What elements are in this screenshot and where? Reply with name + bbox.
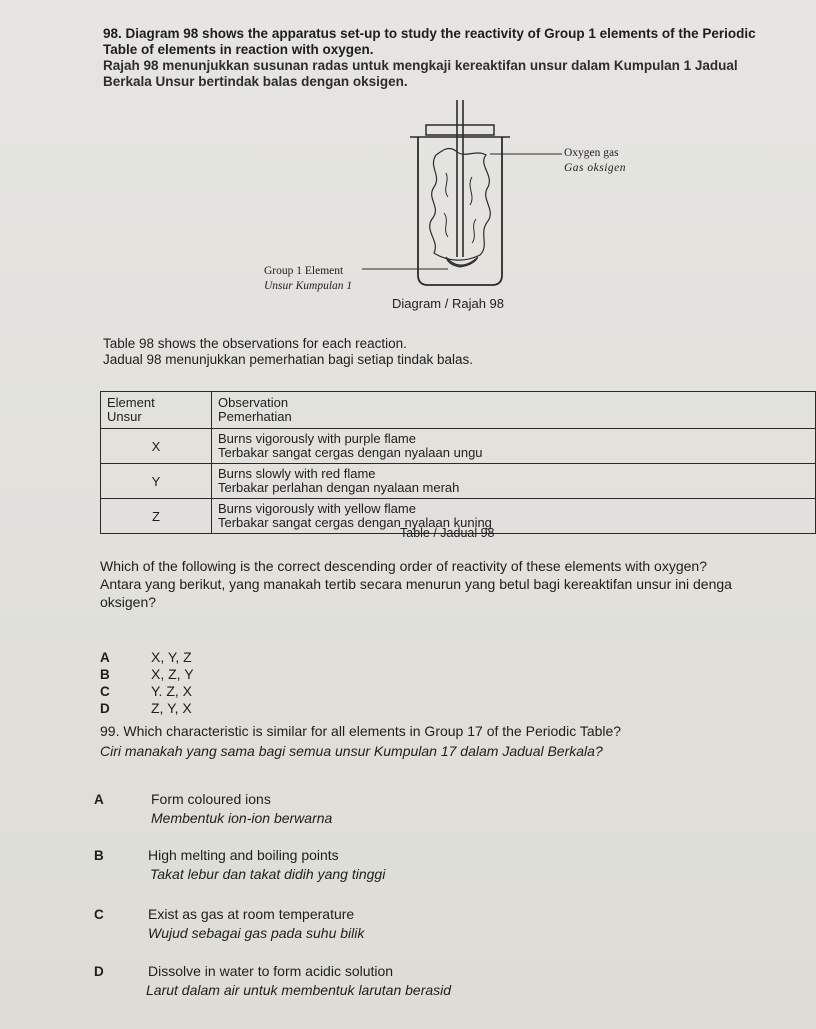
oxygen-label-en: Oxygen gas <box>564 147 619 159</box>
observation-cell <box>212 499 816 534</box>
diagram-caption: Diagram / Rajah 98 <box>392 296 504 311</box>
option-text: X, Z, Y <box>151 666 194 682</box>
header-observation-en: Observation <box>218 394 289 410</box>
observation-en: Burns vigorously with yellow flame <box>218 500 416 516</box>
table-row <box>101 429 816 464</box>
header-element-en: Element <box>107 394 155 410</box>
option-text-en: Form coloured ions <box>151 791 271 807</box>
option-text-en: Exist as gas at room temperature <box>148 906 355 922</box>
observation-cell <box>212 464 816 499</box>
q98-question-ms: Antara yang berikut, yang manakah tertib secara menurun yang betul bagi kereaktifan unsur ini denga <box>100 576 732 592</box>
table-caption: Table / Jadual 98 <box>400 526 495 540</box>
element-label-ms: Unsur Kumpulan 1 <box>264 280 353 292</box>
option-text-ms: Membentuk ion-ion berwarna <box>151 810 333 826</box>
option-text: X, Y, Z <box>151 649 192 665</box>
flame-smoke <box>430 148 491 260</box>
q98-question-ms-line2: oksigen? <box>100 594 157 610</box>
option-text-en: High melting and boiling points <box>148 847 339 863</box>
option-letter: C <box>100 684 110 699</box>
option-letter: A <box>100 650 110 665</box>
option-letter: B <box>100 667 110 682</box>
option-text-en: Dissolve in water to form acidic solution <box>148 963 394 979</box>
observation-en: Burns slowly with red flame <box>218 465 376 481</box>
oxygen-label-ms: Gas oksigen <box>564 162 627 174</box>
burning-element <box>446 257 478 267</box>
option-letter: C <box>94 907 104 922</box>
option-letter: D <box>94 964 104 979</box>
header-observation-ms: Pemerhatian <box>218 409 292 424</box>
q98-stem-ms-line1: Rajah 98 menunjukkan susunan radas untuk mengkaji kereaktifan unsur dalam Kumpulan 1 Jadual <box>103 58 738 73</box>
option-text: Z, Y, X <box>151 700 192 716</box>
gas-jar-lid <box>426 125 494 135</box>
option-letter: A <box>94 792 104 807</box>
table-header-row <box>101 392 816 429</box>
header-observation-cell <box>212 392 816 429</box>
table-row <box>101 464 816 499</box>
observation-cell <box>212 429 816 464</box>
q99-stem-ms: Ciri manakah yang sama bagi semua unsur Kumpulan 17 dalam Jadual Berkala? <box>100 743 603 759</box>
observation-ms: Terbakar sangat cergas dengan nyalaan ungu <box>218 445 483 460</box>
option-text-ms: Wujud sebagai gas pada suhu bilik <box>148 925 365 941</box>
element-cell: Z <box>101 499 212 534</box>
option-text: Y. Z, X <box>151 683 192 699</box>
observation-en: Burns vigorously with purple flame <box>218 430 416 446</box>
table-intro-en: Table 98 shows the observations for each reaction. <box>103 336 407 351</box>
option-letter: B <box>94 848 104 863</box>
q98-stem-ms-line2: Berkala Unsur bertindak balas dengan oksigen. <box>103 74 408 89</box>
observation-table <box>100 391 816 534</box>
element-cell: Y <box>101 464 212 499</box>
option-text-ms: Larut dalam air untuk membentuk larutan berasid <box>146 982 452 998</box>
table-intro-ms: Jadual 98 menunjukkan pemerhatian bagi setiap tindak balas. <box>103 352 473 367</box>
observation-ms: Terbakar perlahan dengan nyalaan merah <box>218 480 460 495</box>
observation-ms: Terbakar sangat cergas dengan nyalaan kuning <box>218 515 492 530</box>
header-element-cell <box>101 392 212 429</box>
q99-stem-en: 99. Which characteristic is similar for all elements in Group 17 of the Periodic Table? <box>100 723 622 739</box>
q98-question-en: Which of the following is the correct descending order of reactivity of these elements with oxygen? <box>100 558 707 574</box>
option-text-ms: Takat lebur dan takat didih yang tinggi <box>150 866 386 882</box>
gas-jar <box>418 137 502 285</box>
element-label-en: Group 1 Element <box>264 265 344 277</box>
apparatus-diagram <box>250 95 670 320</box>
q98-stem-en-line1: 98. Diagram 98 shows the apparatus set-up to study the reactivity of Group 1 elements of the Periodic <box>103 26 756 41</box>
q98-stem-en-line2: Table of elements in reaction with oxygen. <box>103 42 374 57</box>
option-letter: D <box>100 701 110 716</box>
header-element-ms: Unsur <box>107 409 142 424</box>
element-cell: X <box>101 429 212 464</box>
